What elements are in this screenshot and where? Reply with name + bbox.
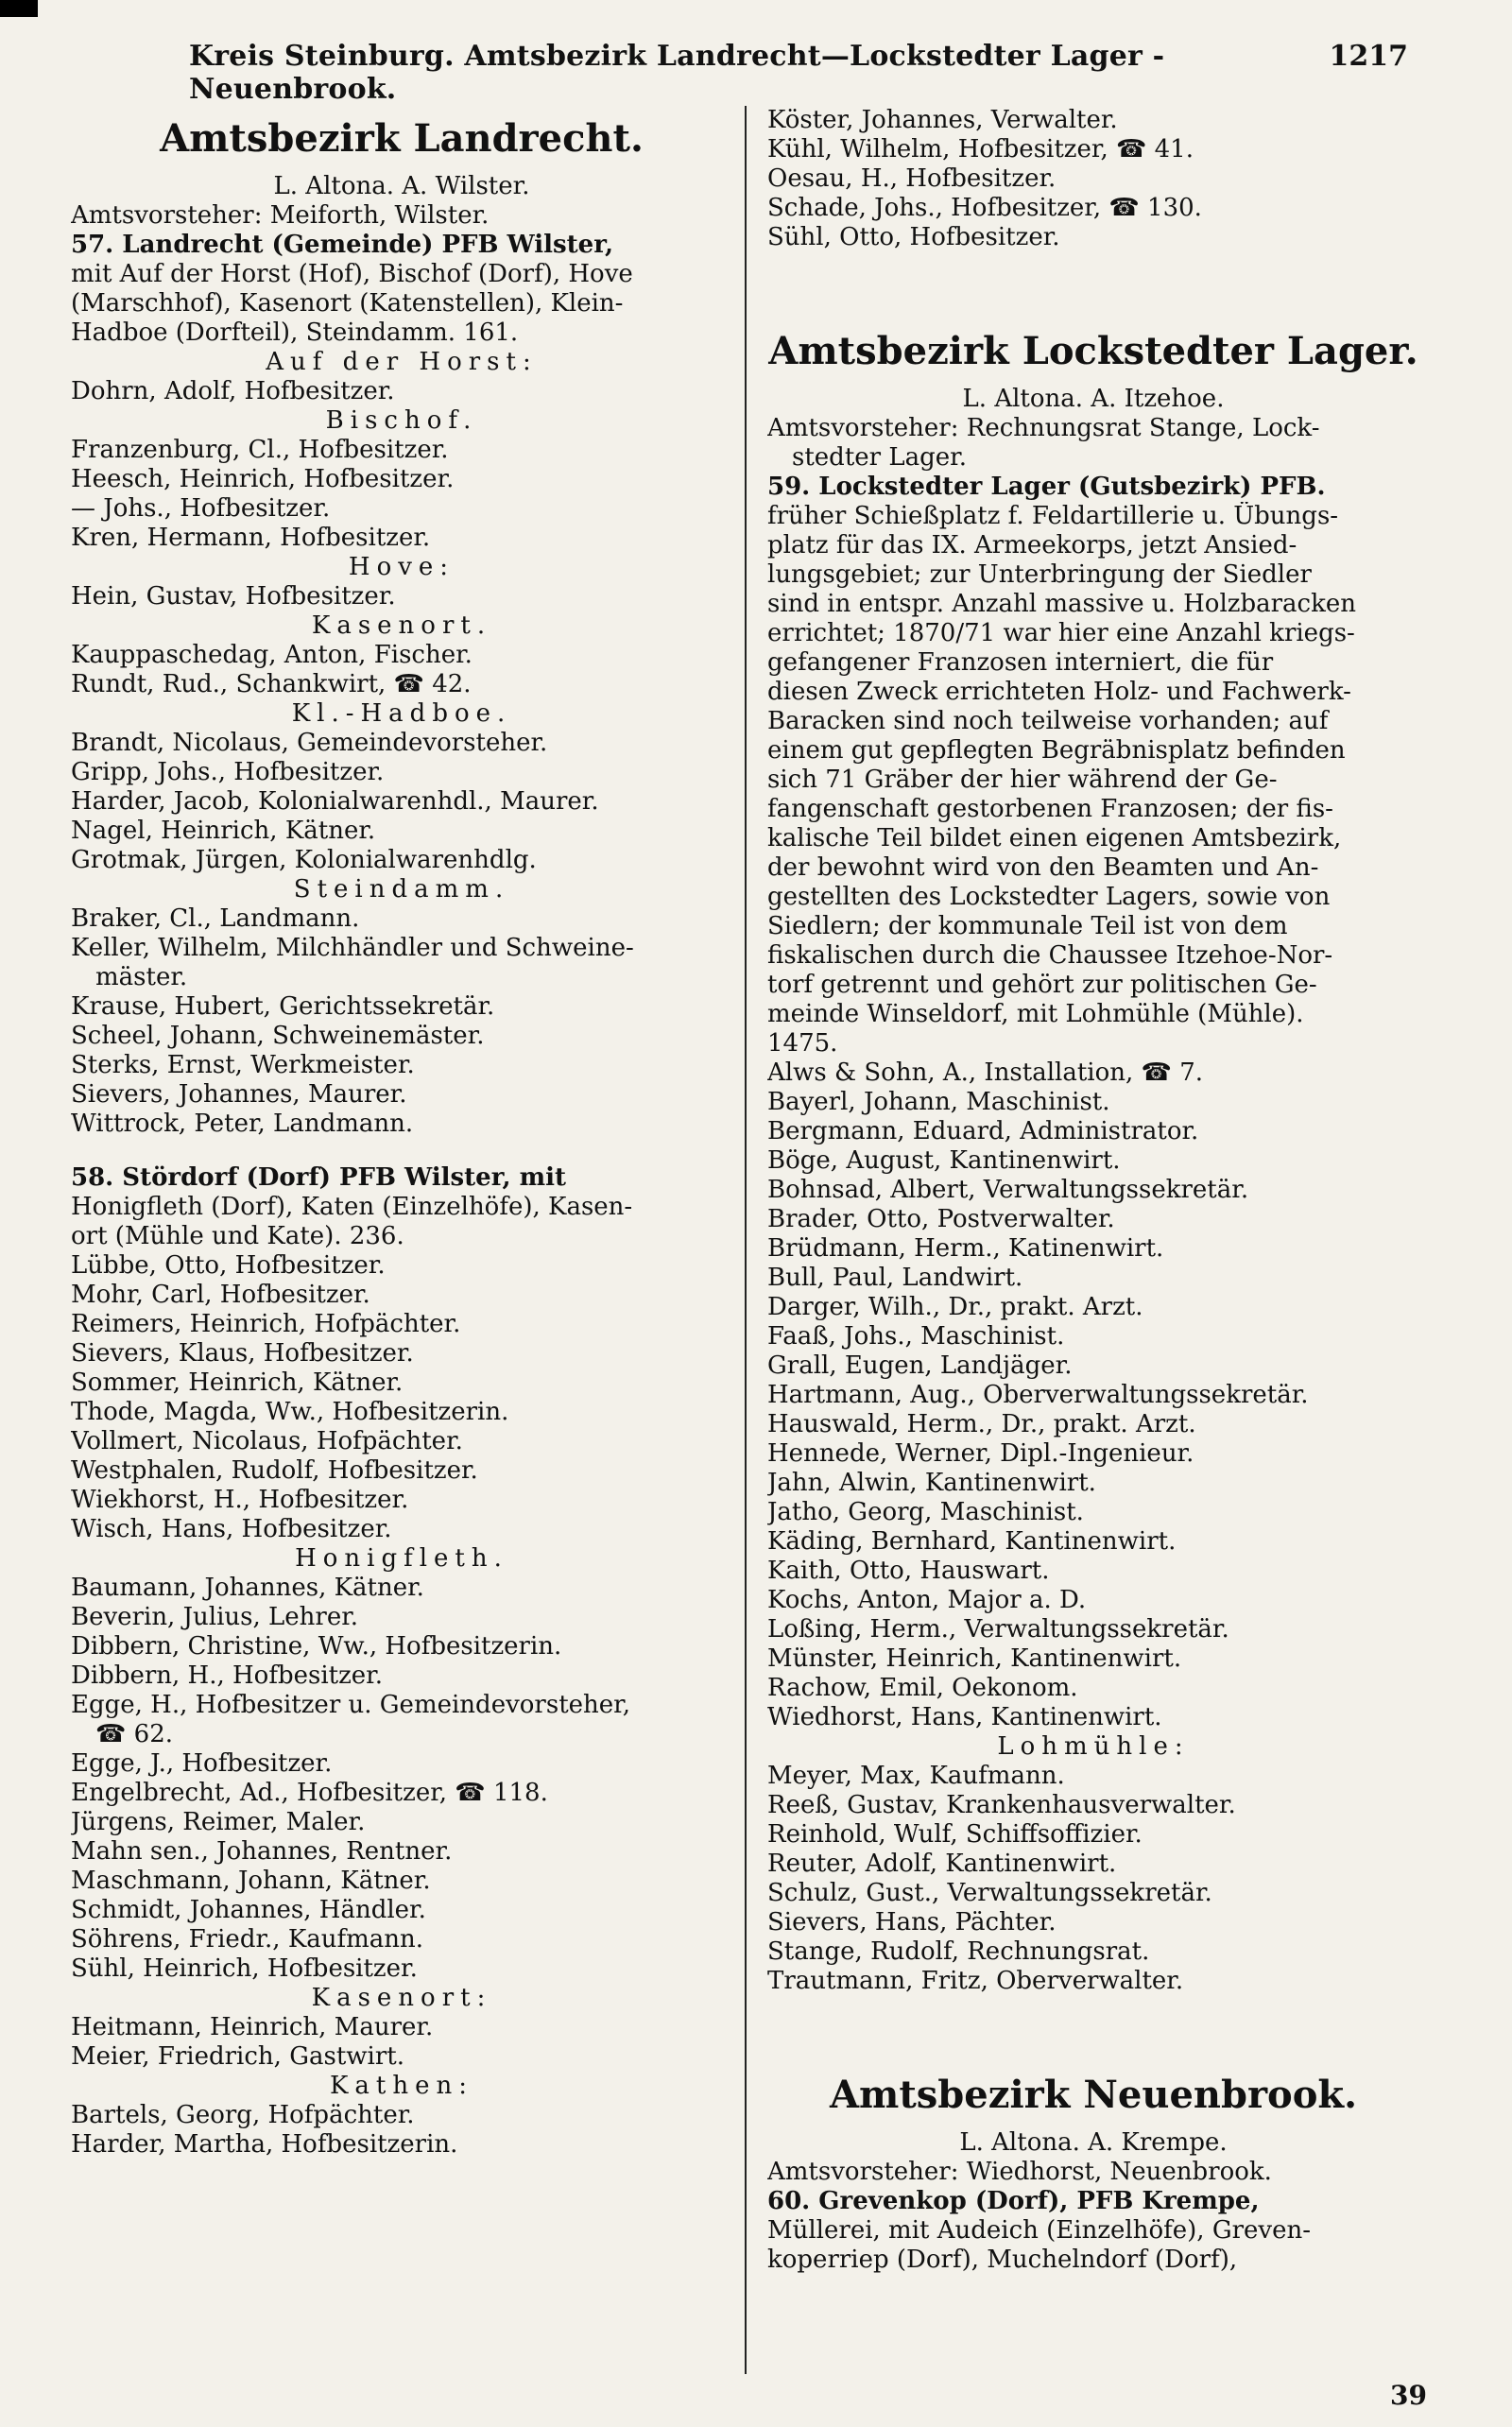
text-line: Jürgens, Reimer, Maler.	[71, 1808, 366, 1836]
text-line: Franzenburg, Cl., Hofbesitzer.	[71, 436, 449, 464]
text-line: — Johs., Hofbesitzer.	[71, 494, 331, 523]
text-line: Hein, Gustav, Hofbesitzer.	[71, 582, 396, 611]
text-line: Honigfleth (Dorf), Katen (Einzelhöfe), Kasen-	[71, 1193, 633, 1221]
text-line: Westphalen, Rudolf, Hofbesitzer.	[71, 1456, 478, 1485]
text-line: Böge, August, Kantinenwirt.	[767, 1146, 1121, 1175]
text-line: Trautmann, Fritz, Oberverwalter.	[767, 1967, 1184, 1995]
text-line: Käding, Bernhard, Kantinenwirt.	[767, 1527, 1177, 1556]
text-line: Harder, Martha, Hofbesitzerin.	[71, 2130, 458, 2159]
text-line: Schulz, Gust., Verwaltungssekretär.	[767, 1879, 1212, 1907]
text-line: Loßing, Herm., Verwaltungssekretär.	[767, 1615, 1229, 1644]
text-line: Kühl, Wilhelm, Hofbesitzer, ☎ 41.	[767, 135, 1194, 164]
text-line: Hennede, Werner, Dipl.-Ingenieur.	[767, 1439, 1194, 1468]
column-divider	[745, 106, 747, 2374]
locality-heading: Auf der Horst:	[266, 348, 538, 376]
text-line: Krause, Hubert, Gerichtssekretär.	[71, 992, 495, 1021]
municipality-entry: 58. Stördorf (Dorf) PFB Wilster, mit	[71, 1163, 567, 1192]
text-line: Sievers, Hans, Pächter.	[767, 1908, 1057, 1936]
text-line: Wittrock, Peter, Landmann.	[71, 1110, 414, 1138]
text-line: Wiedhorst, Hans, Kantinenwirt.	[767, 1703, 1162, 1731]
district-line: L. Altona. A. Itzehoe.	[962, 385, 1225, 413]
locality-heading: Steindamm.	[293, 875, 510, 904]
spacer	[767, 1996, 1419, 2062]
text-line: Nagel, Heinrich, Kätner.	[71, 817, 376, 845]
text-line: platz für das IX. Armeekorps, jetzt Ansied-	[767, 531, 1297, 559]
locality-heading: Kasenort.	[311, 611, 492, 640]
text-line: gefangener Franzosen interniert, die für	[767, 648, 1274, 677]
municipality-entry: 59. Lockstedter Lager (Gutsbezirk) PFB.	[767, 473, 1326, 501]
text-line: Kaith, Otto, Hauswart.	[767, 1557, 1050, 1585]
right-column	[767, 106, 1419, 2275]
text-line: Egge, H., Hofbesitzer u. Gemeindevorsteher,	[71, 1691, 630, 1719]
text-line: Kochs, Anton, Major a. D.	[767, 1586, 1087, 1614]
text-line: fangenschaft gestorbenen Franzosen; der fis-	[767, 795, 1333, 823]
text-line: Engelbrecht, Ad., Hofbesitzer, ☎ 118.	[71, 1779, 548, 1807]
locality-heading: Bischof.	[325, 406, 478, 435]
text-line: Stange, Rudolf, Rechnungsrat.	[767, 1937, 1150, 1966]
text-line: Jatho, Georg, Maschinist.	[767, 1498, 1084, 1526]
text-line: Münster, Heinrich, Kantinenwirt.	[767, 1644, 1182, 1673]
text-line: Bull, Paul, Landwirt.	[767, 1264, 1023, 1292]
text-line: Faaß, Johs., Maschinist.	[767, 1322, 1065, 1351]
text-line: Maschmann, Johann, Kätner.	[71, 1867, 431, 1895]
text-line: Kren, Hermann, Hofbesitzer.	[71, 524, 431, 552]
text-line: errichtet; 1870/71 war hier eine Anzahl kriegs-	[767, 619, 1355, 647]
left-column	[71, 106, 732, 2160]
text-line: Mohr, Carl, Hofbesitzer.	[71, 1281, 370, 1309]
text-line: Thode, Magda, Ww., Hofbesitzerin.	[71, 1398, 509, 1426]
text-line: einem gut gepflegten Begräbnisplatz befinden	[767, 736, 1346, 765]
section-heading: Amtsbezirk Lockstedter Lager.	[768, 329, 1418, 373]
text-line: diesen Zweck errichteten Holz- und Fachwerk-	[767, 678, 1351, 706]
text-line: Baumann, Johannes, Kätner.	[71, 1574, 424, 1602]
text-line: Sühl, Heinrich, Hofbesitzer.	[71, 1954, 418, 1983]
text-line: Schade, Johs., Hofbesitzer, ☎ 130.	[767, 194, 1202, 222]
text-line: 1475.	[767, 1029, 838, 1058]
page-number-top: 1217	[1329, 40, 1408, 73]
text-line: Meier, Friedrich, Gastwirt.	[71, 2042, 404, 2071]
locality-heading: Kl.-Hadboe.	[291, 699, 512, 728]
locality-heading: Lohmühle:	[997, 1732, 1190, 1761]
text-line: Müllerei, mit Audeich (Einzelhöfe), Greven-	[767, 2216, 1312, 2245]
locality-heading: Hove:	[348, 553, 455, 581]
text-line: Köster, Johannes, Verwalter.	[767, 106, 1118, 134]
text-line: Bohnsad, Albert, Verwaltungssekretär.	[767, 1176, 1249, 1204]
text-line: Baracken sind noch teilweise vorhanden; auf	[767, 707, 1329, 735]
text-line: Jahn, Alwin, Kantinenwirt.	[767, 1469, 1096, 1497]
running-header	[189, 40, 1408, 106]
page-signature: 39	[1390, 2380, 1427, 2411]
text-line: koperriep (Dorf), Muchelndorf (Dorf),	[767, 2246, 1238, 2274]
text-line: Grall, Eugen, Landjäger.	[767, 1351, 1073, 1380]
text-line: sind in entspr. Anzahl massive u. Holzbaracken	[767, 590, 1356, 618]
header-title: Kreis Steinburg. Amtsbezirk Landrecht—Lockstedter Lager - Neuenbrook.	[189, 40, 1165, 106]
text-line: Darger, Wilh., Dr., prakt. Arzt.	[767, 1293, 1143, 1321]
text-line: Amtsvorsteher: Rechnungsrat Stange, Lock-	[767, 414, 1320, 442]
district-line: L. Altona. A. Wilster.	[273, 172, 530, 200]
text-line: Oesau, H., Hofbesitzer.	[767, 164, 1057, 193]
text-line: Harder, Jacob, Kolonialwarenhdl., Maurer.	[71, 787, 599, 816]
locality-heading: Kasenort:	[311, 1984, 492, 2012]
text-line: Rachow, Emil, Oekonom.	[767, 1674, 1078, 1702]
locality-heading: Honigfleth.	[295, 1544, 508, 1573]
text-line: Reinhold, Wulf, Schiffsoffizier.	[767, 1820, 1143, 1849]
text-line: Sievers, Johannes, Maurer.	[71, 1080, 407, 1109]
text-line: fiskalischen durch die Chaussee Itzehoe-Nor-	[767, 941, 1333, 970]
text-line: Lübbe, Otto, Hofbesitzer.	[71, 1251, 386, 1280]
spacer	[71, 1139, 732, 1163]
text-line: Keller, Wilhelm, Milchhändler und Schweine-	[71, 934, 634, 962]
text-line: Alws & Sohn, A., Installation, ☎ 7.	[767, 1059, 1204, 1087]
text-line: Braker, Cl., Landmann.	[71, 904, 360, 933]
text-line: Sühl, Otto, Hofbesitzer.	[767, 223, 1060, 251]
text-line: Sievers, Klaus, Hofbesitzer.	[71, 1339, 414, 1368]
text-line: Kauppaschedag, Anton, Fischer.	[71, 641, 472, 669]
text-line: Brader, Otto, Postverwalter.	[767, 1205, 1115, 1233]
text-line: torf getrennt und gehört zur politischen Ge-	[767, 971, 1317, 999]
text-line: Söhrens, Friedr., Kaufmann.	[71, 1925, 424, 1954]
text-line: Reuter, Adolf, Kantinenwirt.	[767, 1850, 1117, 1878]
text-line: Bartels, Georg, Hofpächter.	[71, 2101, 415, 2129]
locality-heading: Kathen:	[329, 2072, 473, 2100]
text-line: Meyer, Max, Kaufmann.	[767, 1762, 1065, 1790]
text-line: kalische Teil bildet einen eigenen Amtsbezirk,	[767, 824, 1342, 852]
text-line: Brandt, Nicolaus, Gemeindevorsteher.	[71, 729, 548, 757]
text-line: Dibbern, H., Hofbesitzer.	[71, 1661, 384, 1690]
text-line: Reeß, Gustav, Krankenhausverwalter.	[767, 1791, 1236, 1819]
text-line: Egge, J., Hofbesitzer.	[71, 1749, 333, 1778]
text-line: Hartmann, Aug., Oberverwaltungssekretär.	[767, 1381, 1309, 1409]
text-line: Amtsvorsteher: Meiforth, Wilster.	[71, 201, 490, 230]
text-line: Heesch, Heinrich, Hofbesitzer.	[71, 465, 455, 493]
district-line: L. Altona. A. Krempe.	[959, 2128, 1228, 2157]
municipality-entry: 60. Grevenkop (Dorf), PFB Krempe,	[767, 2187, 1260, 2215]
text-line: früher Schießplatz f. Feldartillerie u. Übungs-	[767, 502, 1339, 530]
text-line: Hauswald, Herm., Dr., prakt. Arzt.	[767, 1410, 1196, 1438]
text-line: meinde Winseldorf, mit Lohmühle (Mühle).	[767, 1000, 1304, 1028]
text-line: Hadboe (Dorfteil), Steindamm. 161.	[71, 318, 519, 347]
text-line: Heitmann, Heinrich, Maurer.	[71, 2013, 434, 2041]
text-line: Wiekhorst, H., Hofbesitzer.	[71, 1486, 409, 1514]
text-line: mäster.	[95, 963, 188, 991]
text-line: Siedlern; der kommunale Teil ist von dem	[767, 912, 1288, 940]
text-line: ort (Mühle und Kate). 236.	[71, 1222, 404, 1250]
text-line: Gripp, Johs., Hofbesitzer.	[71, 758, 385, 786]
text-line: Schmidt, Johannes, Händler.	[71, 1896, 426, 1924]
text-line: Wisch, Hans, Hofbesitzer.	[71, 1515, 392, 1543]
text-line: ☎ 62.	[95, 1720, 173, 1748]
text-line: Bergmann, Eduard, Administrator.	[767, 1117, 1199, 1145]
municipality-entry: 57. Landrecht (Gemeinde) PFB Wilster,	[71, 231, 614, 259]
text-line: mit Auf der Horst (Hof), Bischof (Dorf), Hove	[71, 260, 633, 288]
text-line: sich 71 Gräber der hier während der Ge-	[767, 766, 1278, 794]
text-line: Grotmak, Jürgen, Kolonialwarenhdlg.	[71, 846, 537, 874]
text-line: Amtsvorsteher: Wiedhorst, Neuenbrook.	[767, 2158, 1272, 2186]
text-line: Mahn sen., Johannes, Rentner.	[71, 1837, 453, 1866]
text-line: lungsgebiet; zur Unterbringung der Siedler	[767, 560, 1312, 589]
spacer	[767, 252, 1419, 318]
text-line: gestellten des Lockstedter Lagers, sowie von	[767, 883, 1331, 911]
text-line: Sterks, Ernst, Werkmeister.	[71, 1051, 415, 1079]
section-heading: Amtsbezirk Landrecht.	[160, 116, 644, 161]
text-line: Sommer, Heinrich, Kätner.	[71, 1368, 404, 1397]
text-line: (Marschhof), Kasenort (Katenstellen), Klein-	[71, 289, 624, 318]
text-line: stedter Lager.	[792, 443, 967, 472]
text-line: der bewohnt wird von den Beamten und An-	[767, 853, 1319, 882]
text-line: Bayerl, Johann, Maschinist.	[767, 1088, 1110, 1116]
section-heading: Amtsbezirk Neuenbrook.	[829, 2073, 1358, 2117]
text-line: Rundt, Rud., Schankwirt, ☎ 42.	[71, 670, 472, 698]
text-line: Reimers, Heinrich, Hofpächter.	[71, 1310, 461, 1338]
text-line: Dohrn, Adolf, Hofbesitzer.	[71, 377, 395, 405]
text-line: Brüdmann, Herm., Katinenwirt.	[767, 1234, 1164, 1263]
scan-corner-mark	[0, 0, 38, 17]
text-line: Scheel, Johann, Schweinemäster.	[71, 1022, 485, 1050]
text-line: Dibbern, Christine, Ww., Hofbesitzerin.	[71, 1632, 562, 1661]
text-line: Beverin, Julius, Lehrer.	[71, 1603, 359, 1631]
text-line: Vollmert, Nicolaus, Hofpächter.	[71, 1427, 463, 1455]
